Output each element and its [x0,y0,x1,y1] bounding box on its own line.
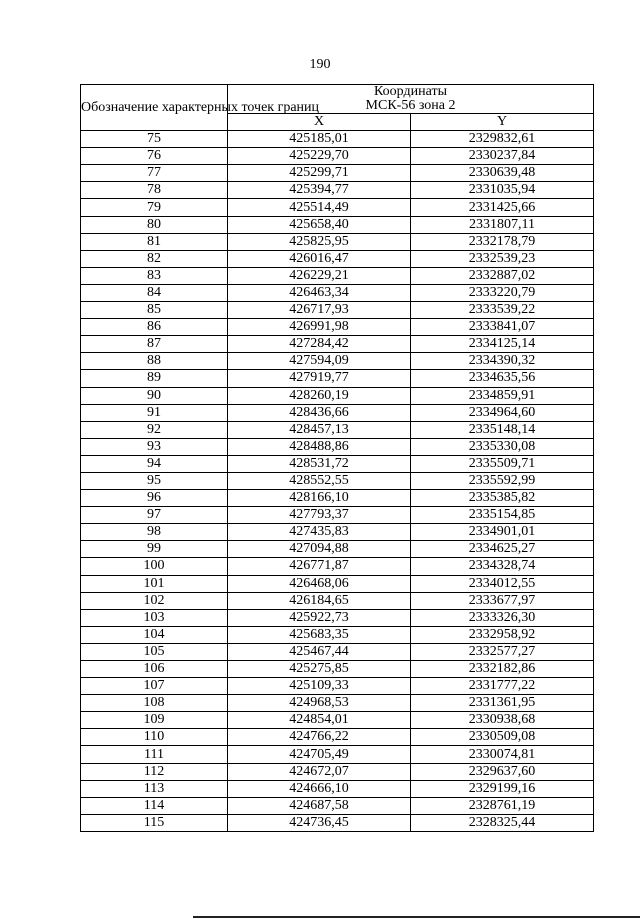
point-id-cell: 88 [81,353,228,370]
y-coordinate-cell: 2332577,27 [411,643,594,660]
table-row [81,455,594,472]
y-coordinate-cell: 2330639,48 [411,165,594,182]
y-coordinate-cell: 2328761,19 [411,797,594,814]
table-row [81,284,594,301]
table-row [81,814,594,831]
table-row [81,336,594,353]
point-id-cell: 90 [81,387,228,404]
point-id-cell: 100 [81,558,228,575]
point-id-cell: 86 [81,319,228,336]
x-coordinate-cell: 424687,58 [228,797,411,814]
x-coordinate-cell: 425229,70 [228,148,411,165]
point-id-cell: 95 [81,472,228,489]
x-coordinate-cell: 428436,66 [228,404,411,421]
header-y: Y [411,114,594,131]
point-id-cell: 102 [81,592,228,609]
x-coordinate-cell: 425683,35 [228,626,411,643]
table-row [81,199,594,216]
point-id-cell: 85 [81,302,228,319]
table-row [81,250,594,267]
point-id-cell: 108 [81,695,228,712]
table-row [81,438,594,455]
y-coordinate-cell: 2330509,08 [411,729,594,746]
y-coordinate-cell: 2332958,92 [411,626,594,643]
point-id-cell: 110 [81,729,228,746]
x-coordinate-cell: 424766,22 [228,729,411,746]
x-coordinate-cell: 428552,55 [228,472,411,489]
y-coordinate-cell: 2335385,82 [411,490,594,507]
y-coordinate-cell: 2334859,91 [411,387,594,404]
y-coordinate-cell: 2332178,79 [411,233,594,250]
table-row [81,541,594,558]
point-id-cell: 107 [81,678,228,695]
y-coordinate-cell: 2335154,85 [411,507,594,524]
y-coordinate-cell: 2335148,14 [411,421,594,438]
table-row [81,507,594,524]
table-row [81,370,594,387]
table-row [81,319,594,336]
table-row [81,387,594,404]
table-body [81,131,594,832]
table-row [81,609,594,626]
header-designation: Обозначение характерных точек границ [81,85,228,131]
y-coordinate-cell: 2332539,23 [411,250,594,267]
table-row [81,763,594,780]
y-coordinate-cell: 2334625,27 [411,541,594,558]
table-row [81,746,594,763]
x-coordinate-cell: 426991,98 [228,319,411,336]
x-coordinate-cell: 428457,13 [228,421,411,438]
table-row [81,233,594,250]
x-coordinate-cell: 426016,47 [228,250,411,267]
table-row [81,182,594,199]
x-coordinate-cell: 425275,85 [228,661,411,678]
table-row [81,472,594,489]
y-coordinate-cell: 2328325,44 [411,814,594,831]
y-coordinate-cell: 2335592,99 [411,472,594,489]
y-coordinate-cell: 2331807,11 [411,216,594,233]
x-coordinate-cell: 424968,53 [228,695,411,712]
x-coordinate-cell: 424666,10 [228,780,411,797]
y-coordinate-cell: 2329199,16 [411,780,594,797]
x-coordinate-cell: 426468,06 [228,575,411,592]
page-number: 190 [309,57,331,72]
point-id-cell: 94 [81,455,228,472]
table-row [81,575,594,592]
y-coordinate-cell: 2333539,22 [411,302,594,319]
table-row [81,712,594,729]
y-coordinate-cell: 2330237,84 [411,148,594,165]
table-row [81,131,594,148]
table-row [81,643,594,660]
table-row [81,592,594,609]
table-row [81,490,594,507]
x-coordinate-cell: 425185,01 [228,131,411,148]
point-id-cell: 87 [81,336,228,353]
table-row [81,797,594,814]
y-coordinate-cell: 2334328,74 [411,558,594,575]
y-coordinate-cell: 2333220,79 [411,284,594,301]
table-header [81,85,594,131]
y-coordinate-cell: 2334012,55 [411,575,594,592]
x-coordinate-cell: 426717,93 [228,302,411,319]
table-row [81,729,594,746]
table-row [81,148,594,165]
point-id-cell: 78 [81,182,228,199]
table-row [81,267,594,284]
x-coordinate-cell: 425825,95 [228,233,411,250]
table-row [81,165,594,182]
point-id-cell: 105 [81,643,228,660]
header-coordinates-system: МСК-56 зона 2 [365,98,456,113]
y-coordinate-cell: 2334901,01 [411,524,594,541]
table-row [81,353,594,370]
table-row [81,421,594,438]
x-coordinate-cell: 428260,19 [228,387,411,404]
x-coordinate-cell: 428488,86 [228,438,411,455]
x-coordinate-cell: 424854,01 [228,712,411,729]
x-coordinate-cell: 426771,87 [228,558,411,575]
point-id-cell: 111 [81,746,228,763]
x-coordinate-cell: 425299,71 [228,165,411,182]
header-x: X [228,114,411,131]
x-coordinate-cell: 426463,34 [228,284,411,301]
point-id-cell: 77 [81,165,228,182]
x-coordinate-cell: 427094,88 [228,541,411,558]
y-coordinate-cell: 2335330,08 [411,438,594,455]
point-id-cell: 89 [81,370,228,387]
point-id-cell: 83 [81,267,228,284]
table-row [81,626,594,643]
x-coordinate-cell: 424705,49 [228,746,411,763]
point-id-cell: 99 [81,541,228,558]
x-coordinate-cell: 428166,10 [228,490,411,507]
y-coordinate-cell: 2331361,95 [411,695,594,712]
point-id-cell: 101 [81,575,228,592]
x-coordinate-cell: 427594,09 [228,353,411,370]
x-coordinate-cell: 427793,37 [228,507,411,524]
point-id-cell: 82 [81,250,228,267]
y-coordinate-cell: 2335509,71 [411,455,594,472]
x-coordinate-cell: 425658,40 [228,216,411,233]
x-coordinate-cell: 425109,33 [228,678,411,695]
y-coordinate-cell: 2334390,32 [411,353,594,370]
page-edge-line [193,916,640,918]
y-coordinate-cell: 2329637,60 [411,763,594,780]
y-coordinate-cell: 2334125,14 [411,336,594,353]
y-coordinate-cell: 2334635,56 [411,370,594,387]
table-row [81,695,594,712]
point-id-cell: 92 [81,421,228,438]
point-id-cell: 75 [81,131,228,148]
table-row [81,661,594,678]
table-row [81,678,594,695]
y-coordinate-cell: 2329832,61 [411,131,594,148]
table-row [81,404,594,421]
coordinates-table [80,84,594,832]
point-id-cell: 104 [81,626,228,643]
point-id-cell: 103 [81,609,228,626]
point-id-cell: 81 [81,233,228,250]
point-id-cell: 79 [81,199,228,216]
y-coordinate-cell: 2332887,02 [411,267,594,284]
point-id-cell: 97 [81,507,228,524]
y-coordinate-cell: 2334964,60 [411,404,594,421]
point-id-cell: 113 [81,780,228,797]
point-id-cell: 96 [81,490,228,507]
x-coordinate-cell: 427919,77 [228,370,411,387]
point-id-cell: 112 [81,763,228,780]
y-coordinate-cell: 2333677,97 [411,592,594,609]
x-coordinate-cell: 427284,42 [228,336,411,353]
y-coordinate-cell: 2331035,94 [411,182,594,199]
point-id-cell: 114 [81,797,228,814]
y-coordinate-cell: 2332182,86 [411,661,594,678]
y-coordinate-cell: 2331777,22 [411,678,594,695]
y-coordinate-cell: 2331425,66 [411,199,594,216]
table-row [81,558,594,575]
x-coordinate-cell: 426229,21 [228,267,411,284]
point-id-cell: 80 [81,216,228,233]
x-coordinate-cell: 427435,83 [228,524,411,541]
table-row [81,780,594,797]
x-coordinate-cell: 425922,73 [228,609,411,626]
x-coordinate-cell: 425394,77 [228,182,411,199]
x-coordinate-cell: 425467,44 [228,643,411,660]
x-coordinate-cell: 428531,72 [228,455,411,472]
point-id-cell: 98 [81,524,228,541]
x-coordinate-cell: 425514,49 [228,199,411,216]
point-id-cell: 115 [81,814,228,831]
point-id-cell: 76 [81,148,228,165]
y-coordinate-cell: 2330938,68 [411,712,594,729]
x-coordinate-cell: 424736,45 [228,814,411,831]
table-row [81,302,594,319]
y-coordinate-cell: 2333841,07 [411,319,594,336]
point-id-cell: 84 [81,284,228,301]
x-coordinate-cell: 424672,07 [228,763,411,780]
table-row [81,524,594,541]
y-coordinate-cell: 2333326,30 [411,609,594,626]
point-id-cell: 109 [81,712,228,729]
table-row [81,216,594,233]
x-coordinate-cell: 426184,65 [228,592,411,609]
y-coordinate-cell: 2330074,81 [411,746,594,763]
header-coordinates-title: Координаты [374,84,447,99]
point-id-cell: 91 [81,404,228,421]
point-id-cell: 93 [81,438,228,455]
point-id-cell: 106 [81,661,228,678]
